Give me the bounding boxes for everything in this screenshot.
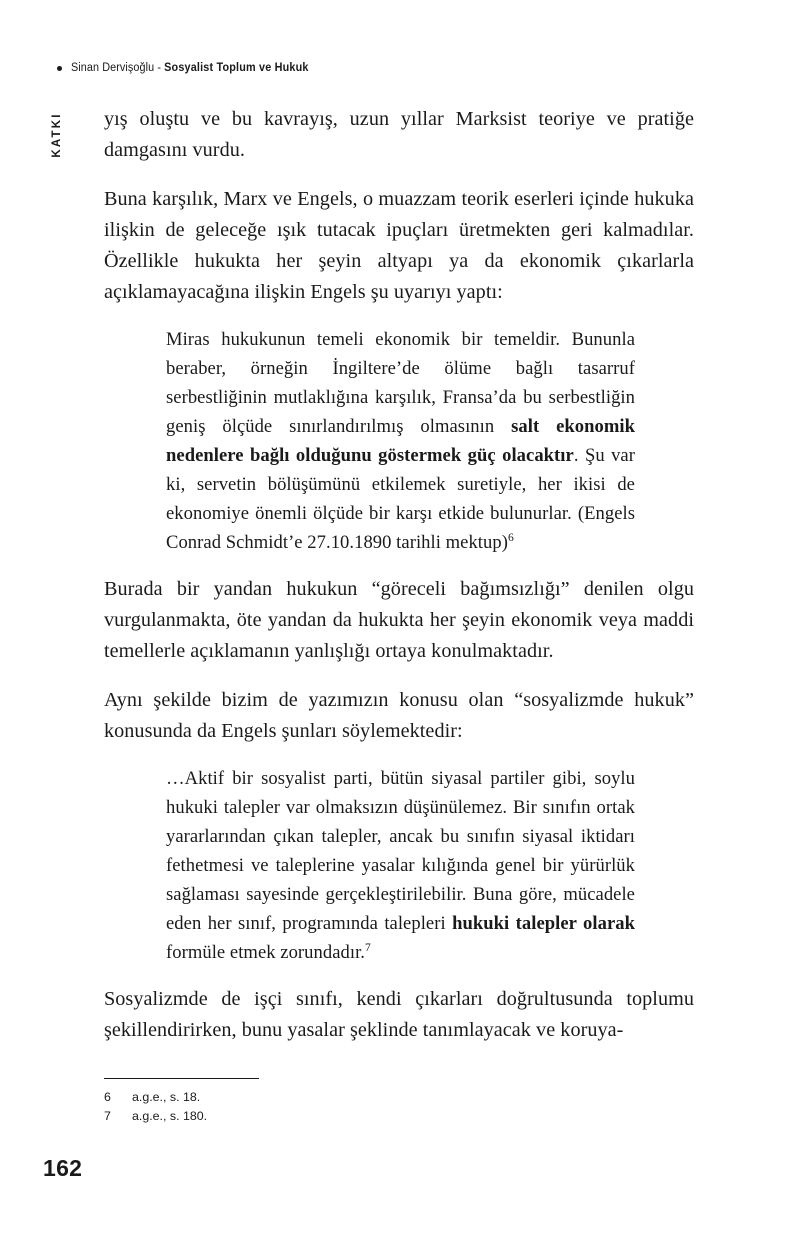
blockquote-engels-aktif-parti [104, 764, 694, 967]
bullet-icon [57, 66, 62, 71]
paragraph-sosyalizmde-hukuk-intro: Aynı şekilde bizim de yazımızın konusu olan “sosyalizmde hukuk” konusunda da Engels şunları söylemektedir: [104, 689, 694, 742]
running-head-separator: - [154, 62, 165, 74]
quote1-tail-text: . Şu var ki, servetin bölüşümünü etkilemek suretiyle, her ikisi de ekonomiye önemli ölçüde bir karşı etkide bulunurlar. (Engels Conrad Schmidt’e 27.10.1890 tarihli mektup) [166, 445, 635, 553]
quote2-lead-text: …Aktif bir sosyalist parti, bütün siyasal partiler gibi, soylu hukuki talepler var olmaksızın düşünülemez. Bir sınıfın ortak yararlarından çıkan talepler, ancak bu sınıfın siyasal iktidarı fethetmesi ve taleplerine yasalar kılığında genel bir yürürlük sağlaması sayesinde gerçekleştirilebilir. Buna göre, mücadele eden her sınıf, programında talepleri [166, 768, 635, 934]
running-head-title: Sosyalist Toplum ve Hukuk [164, 62, 309, 74]
running-head [57, 62, 324, 74]
paragraph-marx-engels: Buna karşılık, Marx ve Engels, o muazzam teorik eserleri içinde hukuka ilişkin de geleceğe ışık tutacak ipuçları üretmekten geri kalmadılar. Özellikle hukukta her şeyin altyapı ya da ekonomik çıkarlarla açıklamayacağına ilişkin Engels şu uyarıyı yaptı: [104, 188, 694, 303]
text-column [104, 104, 694, 1046]
blockquote-engels-miras-text [166, 325, 635, 557]
quote2-tail-text: formüle etmek zorundadır. [166, 942, 365, 963]
page-number: 162 [43, 1155, 83, 1181]
paragraph-goreceli-bagimsizlik: Burada bir yandan hukukun “göreceli bağımsızlığı” denilen olgu vurgulanmakta, öte yandan da hukukta her şeyin ekonomik veya maddi temellerle açıklamanın yanlışlığı ortaya konulmaktadır. [104, 578, 694, 662]
footnote-marker-6: 6 [507, 531, 514, 544]
footnote-number: 6 [104, 1090, 111, 1104]
paragraph-continuation: yış oluştu ve bu kavrayış, uzun yıllar Marksist teoriye ve pratiğe damgasını vurdu. [104, 108, 694, 161]
blockquote-engels-aktif-parti-text [166, 764, 635, 967]
quote2-bold-text: hukuki talepler olarak [452, 913, 635, 934]
footnote-item [104, 1107, 694, 1126]
footnote-text: a.g.e., s. 18. [132, 1090, 201, 1104]
footnote-number: 7 [104, 1109, 111, 1123]
footnote-text: a.g.e., s. 180. [132, 1109, 208, 1123]
running-head-text [71, 62, 309, 74]
blockquote-engels-miras [104, 325, 694, 557]
section-side-label-text: KATKI [51, 112, 63, 158]
footnote-separator-rule [104, 1078, 259, 1079]
running-head-author: Sinan Dervişoğlu [71, 62, 155, 74]
section-side-label [46, 100, 68, 170]
quote1-bold-text: salt ekonomik nedenlere bağlı olduğunu göstermek güç olacaktır [166, 416, 635, 466]
footnote-item [104, 1088, 694, 1107]
paragraph-closing: Sosyalizmde de işçi sınıfı, kendi çıkarları doğrultusunda toplumu şekillendirirken, bunu yasalar şeklinde tanımlayacak ve koruya- [104, 988, 694, 1041]
footnote-area [104, 1078, 694, 1126]
footnote-marker-7: 7 [365, 941, 371, 954]
quote1-lead-text: Miras hukukunun temeli ekonomik bir temeldir. Bununla beraber, örneğin İngiltere’de ölüme bağlı tasarruf serbestliğinin mutlaklığına karşılık, Fransa’da bu serbestliğin geniş ölçüde sınırlandırılmış olmasının [166, 329, 635, 437]
